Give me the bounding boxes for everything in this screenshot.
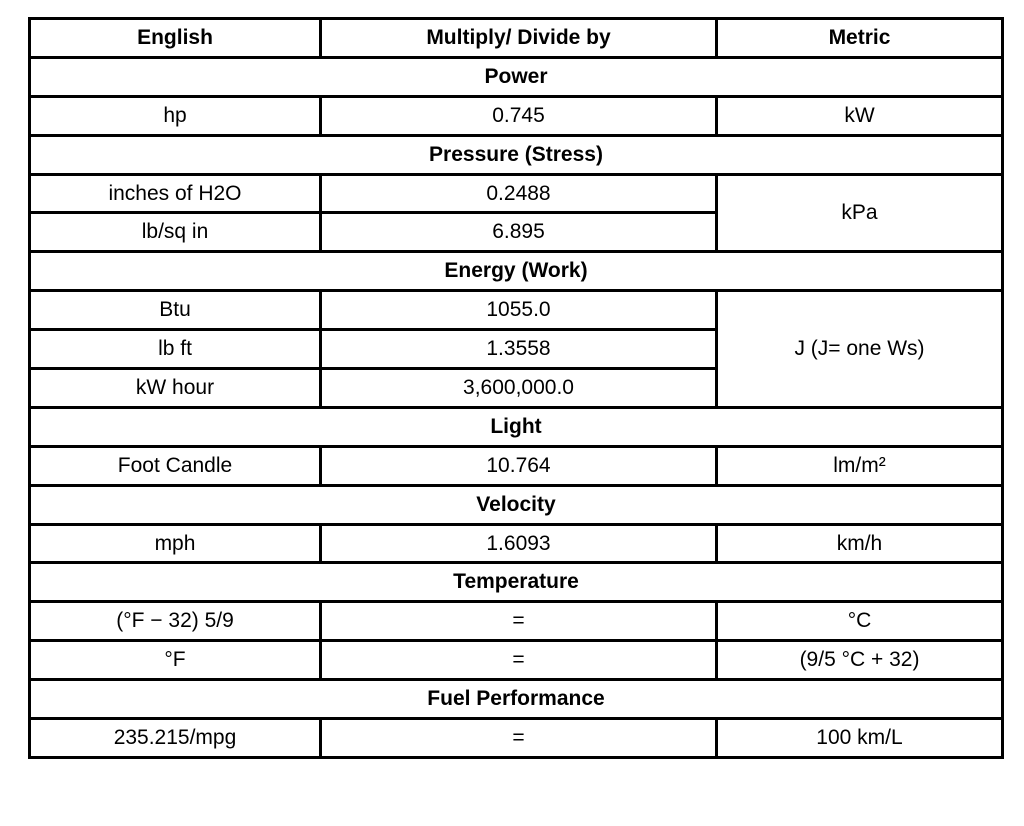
metric-unit: kPa: [717, 174, 1003, 252]
section-title-energy: Energy (Work): [30, 252, 1003, 291]
english-unit: inches of H2O: [30, 174, 321, 213]
section-title-fuel-performance: Fuel Performance: [30, 680, 1003, 719]
header-metric: Metric: [717, 19, 1003, 58]
metric-unit: lm/m²: [717, 446, 1003, 485]
conversion-factor: 1055.0: [321, 291, 717, 330]
table-row: [30, 446, 1003, 485]
table-row: [30, 291, 1003, 330]
conversion-factor: 1.6093: [321, 524, 717, 563]
conversion-factor: 10.764: [321, 446, 717, 485]
header-row: [30, 19, 1003, 58]
conversion-factor: =: [321, 641, 717, 680]
table-row: [30, 719, 1003, 758]
conversion-factor: =: [321, 602, 717, 641]
section-title-velocity: Velocity: [30, 485, 1003, 524]
conversion-factor: 0.2488: [321, 174, 717, 213]
table-row: [30, 641, 1003, 680]
section-row: [30, 252, 1003, 291]
metric-unit: kW: [717, 96, 1003, 135]
english-unit: lb/sq in: [30, 213, 321, 252]
english-unit: 235.215/mpg: [30, 719, 321, 758]
metric-unit: km/h: [717, 524, 1003, 563]
section-title-light: Light: [30, 407, 1003, 446]
conversion-table: [28, 17, 1004, 759]
conversion-factor: 6.895: [321, 213, 717, 252]
section-title-power: Power: [30, 57, 1003, 96]
section-row: [30, 485, 1003, 524]
table-row: [30, 174, 1003, 213]
table-row: [30, 602, 1003, 641]
english-unit: kW hour: [30, 369, 321, 408]
table-row: [30, 524, 1003, 563]
section-row: [30, 57, 1003, 96]
conversion-factor: 0.745: [321, 96, 717, 135]
metric-unit: 100 km/L: [717, 719, 1003, 758]
header-english: English: [30, 19, 321, 58]
conversion-factor: 3,600,000.0: [321, 369, 717, 408]
english-unit: lb ft: [30, 330, 321, 369]
english-unit: (°F − 32) 5/9: [30, 602, 321, 641]
section-row: [30, 135, 1003, 174]
section-title-pressure: Pressure (Stress): [30, 135, 1003, 174]
english-unit: mph: [30, 524, 321, 563]
english-unit: °F: [30, 641, 321, 680]
table-row: [30, 96, 1003, 135]
metric-unit: (9/5 °C + 32): [717, 641, 1003, 680]
english-unit: Btu: [30, 291, 321, 330]
conversion-factor: 1.3558: [321, 330, 717, 369]
conversion-factor: =: [321, 719, 717, 758]
section-title-temperature: Temperature: [30, 563, 1003, 602]
section-row: [30, 407, 1003, 446]
english-unit: hp: [30, 96, 321, 135]
section-row: [30, 563, 1003, 602]
section-row: [30, 680, 1003, 719]
metric-unit: °C: [717, 602, 1003, 641]
metric-unit: J (J= one Ws): [717, 291, 1003, 408]
english-unit: Foot Candle: [30, 446, 321, 485]
header-factor: Multiply/ Divide by: [321, 19, 717, 58]
